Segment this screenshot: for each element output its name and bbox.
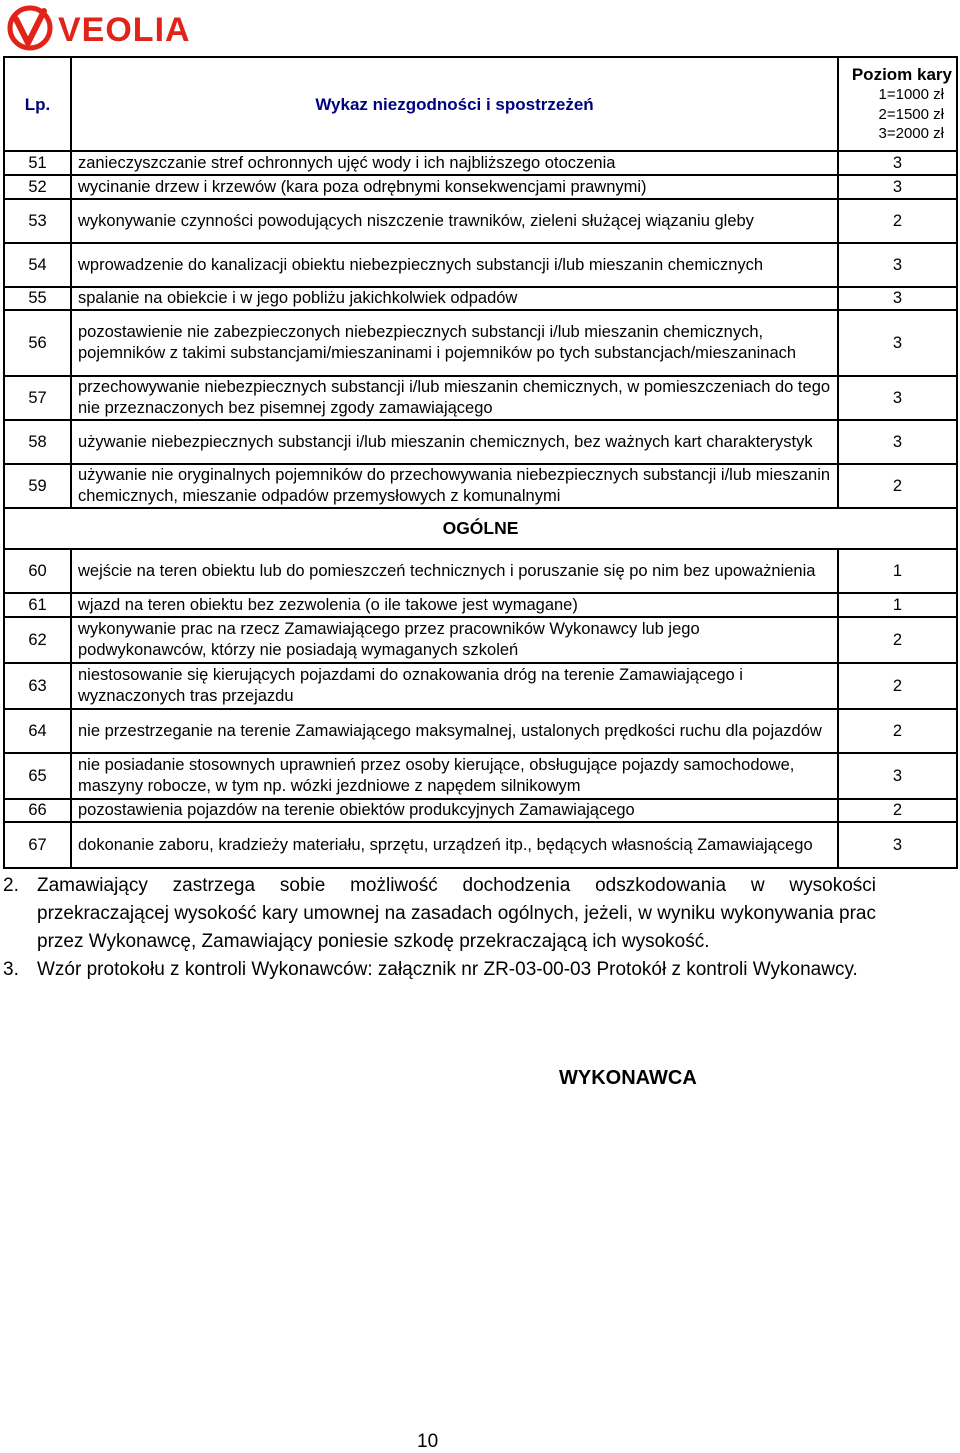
- table-row: [4, 199, 957, 243]
- table-row: [4, 593, 957, 617]
- row-lp: 59: [4, 464, 71, 508]
- row-penalty-level: 3: [838, 376, 957, 420]
- table-header-row: [4, 57, 957, 151]
- row-description: używanie nie oryginalnych pojemników do przechowywania niebezpiecznych substancji i/lub mieszanin chemicznych, mieszanie odpadów przemysłowych z komunalnymi: [71, 464, 838, 508]
- row-penalty-level: 3: [838, 243, 957, 287]
- row-description: dokonanie zaboru, kradzieży materiału, sprzętu, urządzeń itp., będących własnością Zamawiającego: [71, 822, 838, 868]
- table-row: [4, 287, 957, 310]
- row-lp: 61: [4, 593, 71, 617]
- table-row: [4, 822, 957, 868]
- row-penalty-level: 1: [838, 549, 957, 593]
- penalty-level-title: Poziom kary: [851, 65, 952, 85]
- penalty-level-legend-1: 1=1000 zł: [878, 86, 944, 104]
- row-lp: 67: [4, 822, 71, 868]
- note-text: Wzór protokołu z kontroli Wykonawców: załącznik nr ZR-03-00-03 Protokół z kontroli Wykonawcy.: [37, 959, 858, 980]
- row-lp: 66: [4, 799, 71, 822]
- row-penalty-level: 2: [838, 663, 957, 709]
- table-row: [4, 799, 957, 822]
- note-number: 2.: [3, 875, 19, 896]
- row-penalty-level: 2: [838, 617, 957, 663]
- row-description: używanie niebezpiecznych substancji i/lub mieszanin chemicznych, bez ważnych kart charakterystyk: [71, 420, 838, 464]
- row-description: spalanie na obiekcie i w jego pobliżu jakichkolwiek odpadów: [71, 287, 838, 310]
- row-description: wejście na teren obiektu lub do pomieszczeń technicznych i poruszanie się po nim bez upoważnienia: [71, 549, 838, 593]
- row-description: wprowadzenie do kanalizacji obiektu niebezpiecznych substancji i/lub mieszanin chemicznych: [71, 243, 838, 287]
- table-row: [4, 310, 957, 376]
- row-lp: 55: [4, 287, 71, 310]
- row-lp: 53: [4, 199, 71, 243]
- table-row: [4, 464, 957, 508]
- row-description: wjazd na teren obiektu bez zezwolenia (o ile takowe jest wymagane): [71, 593, 838, 617]
- row-penalty-level: 2: [838, 799, 957, 822]
- penalties-table: [3, 56, 958, 869]
- row-description: wycinanie drzew i krzewów (kara poza odrębnymi konsekwencjami prawnymi): [71, 175, 838, 199]
- row-description: przechowywanie niebezpiecznych substancji i/lub mieszanin chemicznych, w pomieszczeniach do tego nie przeznaczonych bez pisemnej zgody zamawiającego: [71, 376, 838, 420]
- row-lp: 60: [4, 549, 71, 593]
- table-row: [4, 420, 957, 464]
- notes-list: [3, 872, 876, 984]
- veolia-logo-wordmark: VEOLIA: [58, 11, 191, 49]
- page-number: 10: [417, 1431, 439, 1452]
- note-item: [3, 956, 876, 984]
- row-penalty-level: 3: [838, 151, 957, 175]
- table-row: [4, 549, 957, 593]
- row-penalty-level: 2: [838, 199, 957, 243]
- row-lp: 56: [4, 310, 71, 376]
- row-penalty-level: 1: [838, 593, 957, 617]
- header-penalty-level: [838, 57, 957, 151]
- row-description: wykonywanie czynności powodujących niszczenie trawników, zieleni służącej wiązaniu gleby: [71, 199, 838, 243]
- row-penalty-level: 3: [838, 753, 957, 799]
- table-row: [4, 243, 957, 287]
- note-text: Zamawiający zastrzega sobie możliwość dochodzenia odszkodowania w wysokości przekraczającej wysokość kary umownej na zasadach ogólnych, jeżeli, w wyniku wykonywania prac przez Wykonawcę, Zamawiający poniesie szkodę przekraczającą ich wysokość.: [37, 875, 876, 952]
- signature-label: WYKONAWCA: [559, 1067, 697, 1089]
- row-lp: 58: [4, 420, 71, 464]
- row-description: pozostawienie nie zabezpieczonych niebezpiecznych substancji i/lub mieszanin chemicznych, pojemników z takimi substancjami/mieszaninami i pojemników po tych substancjach/mieszaninach: [71, 310, 838, 376]
- veolia-logo: [6, 3, 206, 51]
- row-description: nie posiadanie stosownych uprawnień przez osoby kierujące, obsługujące pojazdy samochodowe, maszyny robocze, w tym np. wózki jezdniowe z napędem silnikowym: [71, 753, 838, 799]
- header-lp: Lp.: [4, 57, 71, 151]
- row-penalty-level: 3: [838, 287, 957, 310]
- row-lp: 65: [4, 753, 71, 799]
- header-description: Wykaz niezgodności i spostrzeżeń: [71, 57, 838, 151]
- row-lp: 51: [4, 151, 71, 175]
- row-penalty-level: 2: [838, 709, 957, 753]
- row-penalty-level: 3: [838, 420, 957, 464]
- table-row: [4, 175, 957, 199]
- section-header-row: [4, 508, 957, 549]
- penalty-level-legend-3: 3=2000 zł: [878, 125, 944, 143]
- row-lp: 57: [4, 376, 71, 420]
- note-item: [3, 872, 876, 956]
- row-penalty-level: 3: [838, 310, 957, 376]
- row-description: zanieczyszczanie stref ochronnych ujęć wody i ich najbliższego otoczenia: [71, 151, 838, 175]
- note-number: 3.: [3, 959, 19, 980]
- penalty-level-legend-2: 2=1500 zł: [878, 105, 944, 123]
- row-description: pozostawienia pojazdów na terenie obiektów produkcyjnych Zamawiającego: [71, 799, 838, 822]
- row-description: wykonywanie prac na rzecz Zamawiającego przez pracowników Wykonawcy lub jego podwykonawców, którzy nie posiadają wymaganych szkoleń: [71, 617, 838, 663]
- row-lp: 52: [4, 175, 71, 199]
- row-penalty-level: 2: [838, 464, 957, 508]
- row-lp: 62: [4, 617, 71, 663]
- row-lp: 63: [4, 663, 71, 709]
- row-penalty-level: 3: [838, 822, 957, 868]
- row-penalty-level: 3: [838, 175, 957, 199]
- table-row: [4, 151, 957, 175]
- section-title: OGÓLNE: [4, 508, 957, 549]
- table-row: [4, 617, 957, 663]
- row-lp: 54: [4, 243, 71, 287]
- table-row: [4, 376, 957, 420]
- table-row: [4, 753, 957, 799]
- veolia-logo-mark: [10, 8, 50, 48]
- row-description: niestosowanie się kierujących pojazdami do oznakowania dróg na terenie Zamawiającego i wyznaczonych tras przejazdu: [71, 663, 838, 709]
- row-lp: 64: [4, 709, 71, 753]
- table-row: [4, 663, 957, 709]
- row-description: nie przestrzeganie na terenie Zamawiającego maksymalnej, ustalonych prędkości ruchu dla pojazdów: [71, 709, 838, 753]
- table-row: [4, 709, 957, 753]
